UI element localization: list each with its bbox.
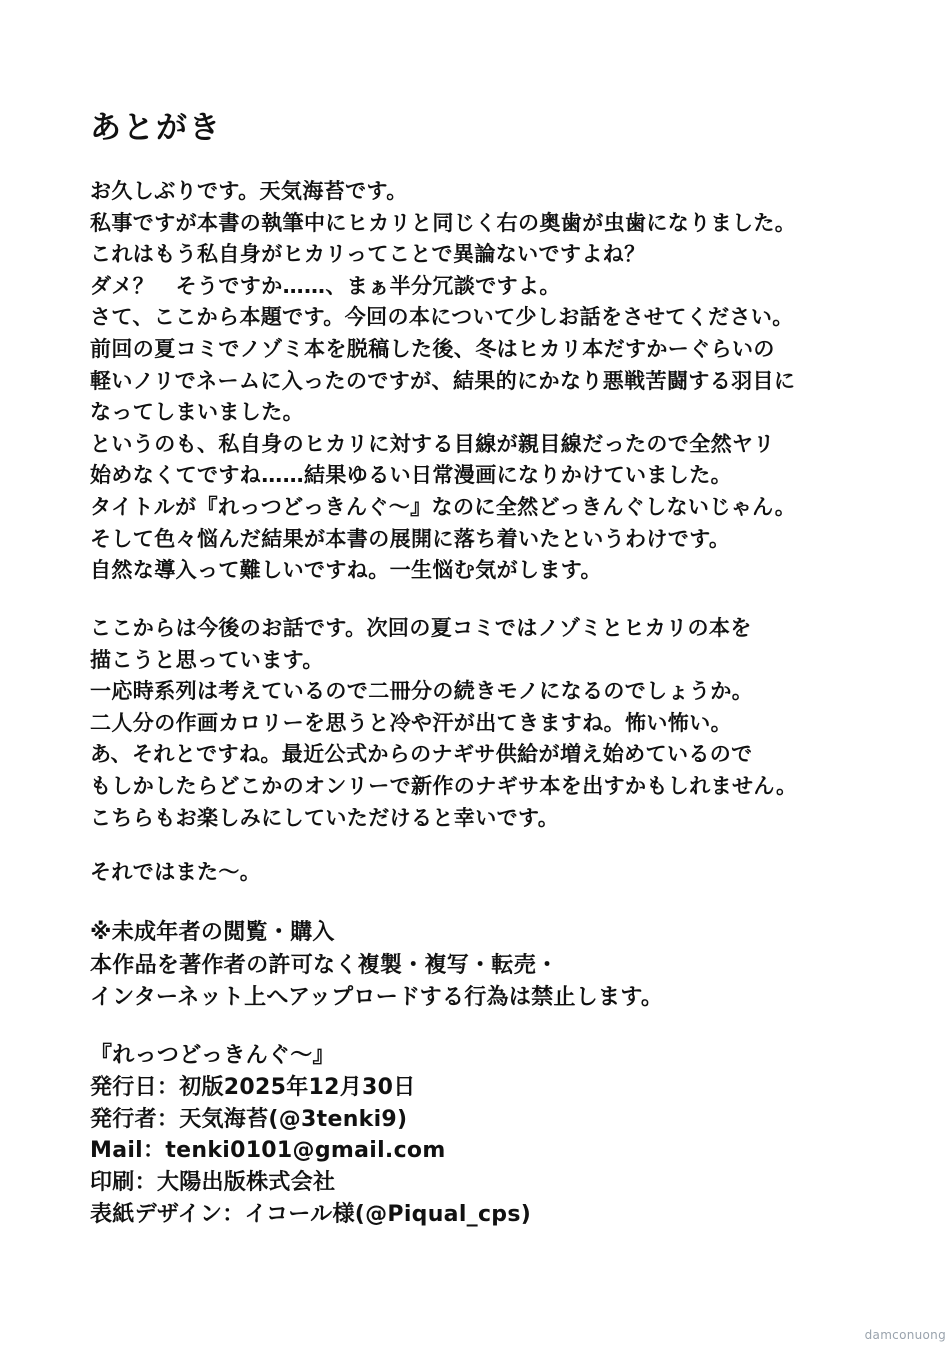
notice-line: ※未成年者の閲覧・購入 [90,920,335,945]
colophon-issue-date: 発行日：初版2025年12月30日 [90,1074,416,1100]
text-line: 二人分の作画カロリーを思うと冷や汗が出てきますね。怖い怖い。 [90,710,732,735]
text-line: 描こうと思っています。 [90,647,324,672]
text-line: それではまた～。 [90,860,262,884]
text-line: なってしまいました。 [90,400,304,425]
text-line: さて、ここから本題です。今回の本について少しお話をさせてください。 [90,305,794,330]
text-line: 前回の夏コミでノゾミ本を脱稿した後、冬はヒカリ本だすかーぐらいの [90,336,775,361]
colophon-publisher: 発行者：天気海苔(@3tenki9) [90,1106,408,1132]
watermark: damconuong [864,1328,946,1342]
text-line: あ、それとですね。最近公式からのナギサ供給が増え始めているので [90,742,753,767]
paragraph-intro [90,178,870,589]
text-line: 軽いノリでネームに入ったのですが、結果的にかなり悪戦苦闘する羽目に [90,368,796,393]
text-line: 一応時系列は考えているので二冊分の続きモノになるのでしょうか。 [90,679,754,704]
text-line: タイトルが『れっつどっきんぐ～』なのに全然どっきんぐしないじゃん。 [90,494,797,519]
page-title: あとがき [90,110,222,146]
text-line: ダメ？ そうですか……、まぁ半分冗談ですよ。 [90,273,561,298]
text-line: お久しぶりです。天気海苔です。 [90,179,408,203]
notice-line: 本作品を著作者の許可なく複製・複写・転売・ [90,952,559,978]
text-line: こちらもお楽しみにしていただけると幸いです。 [90,805,560,830]
notice-line: インターネット上へアップロードする行為は禁止します。 [90,985,664,1010]
colophon-mail: Mail：tenki0101@gmail.com [90,1138,446,1164]
colophon [90,1042,870,1233]
text-line: ここからは今後のお話です。次回の夏コミではノゾミとヒカリの本を [90,616,752,640]
text-line: 自然な導入って難しいですね。一生悩む気がします。 [90,558,602,583]
paragraph-closing [90,859,870,891]
colophon-printer: 印刷：大陽出版株式会社 [90,1170,336,1196]
text-line: これはもう私自身がヒカリってことで異論ないですよね？ [90,242,646,267]
colophon-book-title: 『れっつどっきんぐ～』 [90,1043,335,1068]
copyright-notice [90,919,870,1017]
text-line: そして色々悩んだ結果が本書の展開に落ち着いたというわけです。 [90,526,731,551]
text-line: というのも、私自身のヒカリに対する目線が親目線だったので全然ヤリ [90,431,775,456]
text-line: 私事ですが本書の執筆中にヒカリと同じく右の奥歯が虫歯になりました。 [90,210,797,235]
colophon-cover-design: 表紙デザイン：イコール様(@Piqual_cps) [90,1201,532,1227]
text-line: 始めなくてですね……結果ゆるい日常漫画になりかけていました。 [90,463,732,488]
text-line: もしかしたらどこかのオンリーで新作のナギサ本を出すかもしれません。 [90,773,798,798]
paragraph-future-plans [90,615,870,836]
